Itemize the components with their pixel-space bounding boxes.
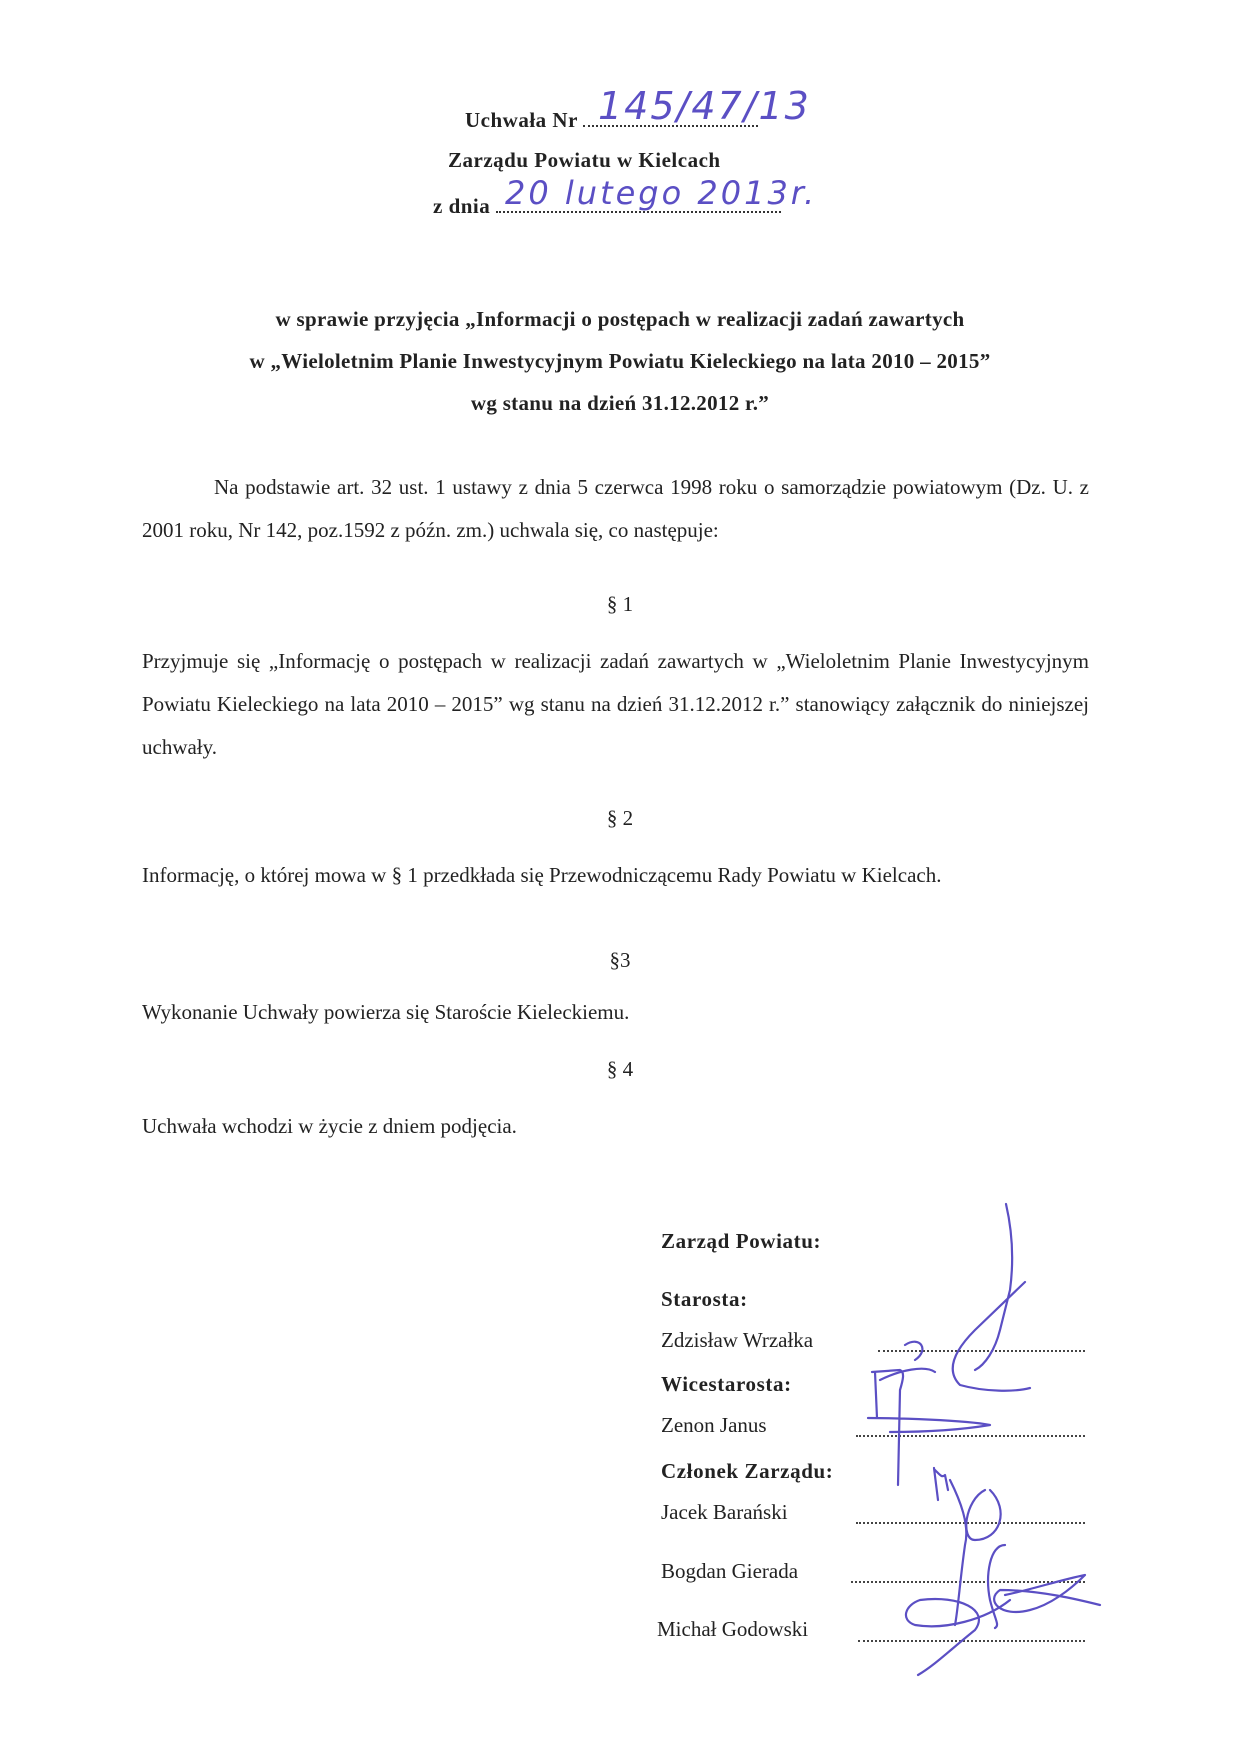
section-2-mark: § 2 bbox=[606, 806, 634, 830]
board-signature-title: Zarząd Powiatu: bbox=[661, 1229, 822, 1253]
vice-starosta-label: Wicestarosta: bbox=[661, 1372, 792, 1396]
preamble: Na podstawie art. 32 ust. 1 ustawy z dnia 5 czerwca 1998 roku o samorządzie powiatowym (Dz. U. z 2001 roku, Nr 142, poz.1592 z późn. zm.) uchwala się, co następuje: bbox=[142, 475, 1089, 542]
date-handwritten: 20 lutego 2013r. bbox=[505, 174, 818, 212]
date-prefix: z dnia bbox=[433, 194, 491, 218]
board-member-name-2: Bogdan Gierada bbox=[661, 1559, 799, 1583]
resolution-number-handwritten: 145/47/13 bbox=[598, 84, 811, 128]
resolution-prefix: Uchwała Nr bbox=[465, 108, 578, 132]
section-1-text: Przyjmuje się „Informację o postępach w realizacji zadań zawartych w „Wieloletnim Planie Inwestycyjnym Powiatu Kieleckiego na lata 2010 – 2015” wg stanu na dzień 31.12.2012 r.” stanowiący załącznik do niniejszej uchwały. bbox=[142, 649, 1089, 759]
subject-line-1: w sprawie przyjęcia „Informacji o postępach w realizacji zadań zawartych bbox=[275, 307, 965, 331]
subject-line-3: wg stanu na dzień 31.12.2012 r.” bbox=[470, 391, 770, 415]
starosta-label: Starosta: bbox=[661, 1287, 748, 1311]
section-2-text: Informację, o której mowa w § 1 przedkłada się Przewodniczącemu Rady Powiatu w Kielcach. bbox=[142, 863, 942, 887]
board-member-name-1: Jacek Barański bbox=[661, 1500, 788, 1524]
vice-starosta-name: Zenon Janus bbox=[661, 1413, 767, 1437]
board-member-label: Członek Zarządu: bbox=[661, 1459, 834, 1483]
section-1-mark: § 1 bbox=[606, 592, 634, 616]
starosta-signature bbox=[880, 1204, 1030, 1391]
board-member-signature bbox=[906, 1468, 1100, 1675]
section-3-text: Wykonanie Uchwały powierza się Staroście Kieleckiemu. bbox=[142, 1000, 630, 1024]
starosta-name: Zdzisław Wrzałka bbox=[661, 1328, 814, 1352]
section-4-mark: § 4 bbox=[606, 1057, 634, 1081]
subject-line-2: w „Wieloletnim Planie Inwestycyjnym Powiatu Kieleckiego na lata 2010 – 2015” bbox=[249, 349, 991, 373]
section-4-text: Uchwała wchodzi w życie z dniem podjęcia. bbox=[142, 1114, 517, 1138]
section-3-mark: §3 bbox=[609, 948, 631, 972]
board-member-name-3: Michał Godowski bbox=[657, 1617, 809, 1641]
board-name: Zarządu Powiatu w Kielcach bbox=[448, 148, 721, 172]
